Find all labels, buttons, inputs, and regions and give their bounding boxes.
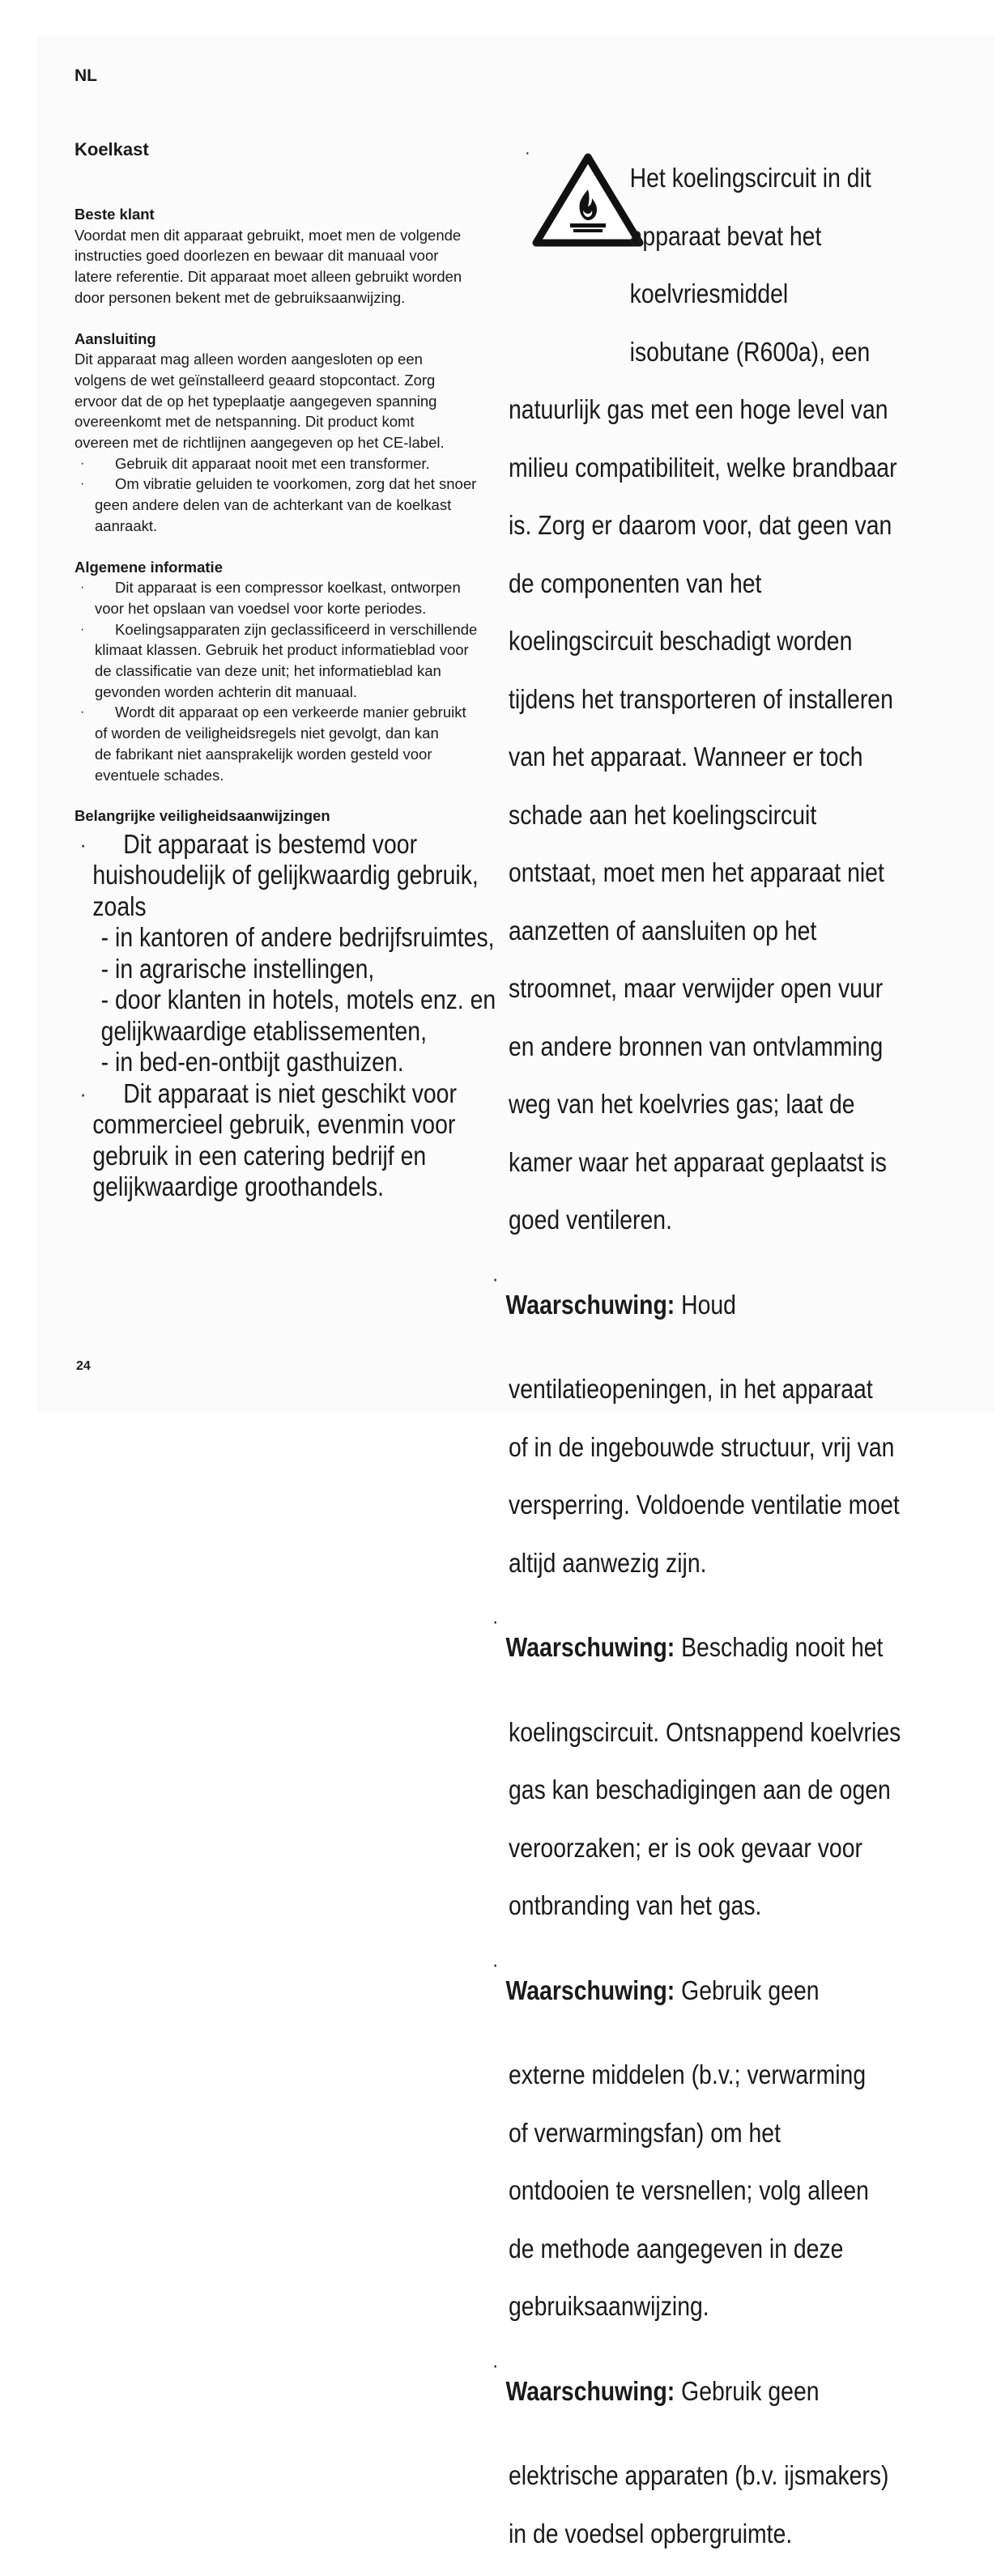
text-line: koelingscircuit beschadigt worden <box>509 626 853 656</box>
bullet-icon: · <box>525 144 530 162</box>
bullet-icon: · <box>80 580 85 595</box>
bullet-icon: · <box>80 705 85 720</box>
text-line: eventuele schades. <box>95 766 224 784</box>
text-line: - in bed-en-ontbijt gasthuizen. <box>100 1047 404 1078</box>
section-beste-klant <box>75 204 512 308</box>
text-line: Om vibratie geluiden te voorkomen, zorg dat het snoer <box>115 475 477 493</box>
text-line: zoals <box>92 891 147 921</box>
text-line: door personen bekent met de gebruiksaanwijzing. <box>75 288 406 306</box>
section-heading: Beste klant <box>75 206 155 223</box>
text-line: Voordat men dit apparaat gebruikt, moet men de volgende <box>75 226 462 244</box>
text-line: Houd <box>675 1289 736 1320</box>
text-line: geen andere delen van de achterkant van de koelkast <box>95 496 452 514</box>
text-line: gebruiksaanwijzing. <box>509 2291 709 2321</box>
text-line: Gebruik geen <box>675 1975 820 2005</box>
list-item <box>75 829 506 861</box>
warning-label: Waarschuwing: <box>505 1632 675 1662</box>
text-line: of verwarmingsfan) om het <box>509 2117 781 2148</box>
text-line: gelijkwaardige groothandels. <box>92 1171 385 1202</box>
section-heading: Aansluiting <box>75 329 156 347</box>
warning-item <box>485 2349 955 2550</box>
warning-label: Waarschuwing: <box>505 2375 675 2406</box>
warning-label: Waarschuwing: <box>505 1289 675 1320</box>
bullet-icon: · <box>492 1951 499 1976</box>
bullet-icon: · <box>492 1609 499 1633</box>
text-line: latere referentie. Dit apparaat moet alleen gebruikt worden <box>75 268 462 286</box>
text-line: Gebruik geen <box>675 2375 820 2406</box>
bullet-icon: · <box>79 1081 87 1106</box>
section-aansluiting <box>75 329 512 537</box>
text-line: voor het opslaan van voedsel voor korte periodes. <box>95 599 427 617</box>
bullet-icon: · <box>80 456 85 470</box>
warning-item <box>485 1605 955 1922</box>
large-text-block <box>75 829 506 1203</box>
text-line: veroorzaken; er is ook gevaar voor <box>509 1832 862 1863</box>
text-line: of worden de veiligheidsregels niet gevolgt, dan kan <box>95 725 439 742</box>
text-line: versperring. Voldoende ventilatie moet <box>509 1490 900 1520</box>
language-code: NL <box>75 66 97 85</box>
list-item <box>75 453 512 474</box>
text-line: ontstaat, moet men het apparaat niet <box>509 857 884 887</box>
bullet-icon: · <box>492 2352 499 2377</box>
text-line: tijdens het transporteren of installeren <box>509 683 893 714</box>
text-line: instructies goed doorlezen en bewaar dit manuaal voor <box>75 247 439 265</box>
text-line: ontdooien te versnellen; volg alleen <box>509 2175 869 2205</box>
text-line: - in kantoren of andere bedrijfsruimtes, <box>100 922 495 953</box>
text-line: weg van het koelvries gas; laat de <box>509 1089 855 1119</box>
text-line: de methode aangegeven in deze <box>509 2233 844 2264</box>
bullet-icon: · <box>492 1265 499 1290</box>
text-line: en andere bronnen van ontvlamming <box>509 1031 884 1061</box>
bullet-icon: · <box>80 477 85 491</box>
section-veiligheid <box>75 806 512 1203</box>
text-line: volgens de wet geïnstalleerd geaard stopcontact. Zorg <box>75 371 436 389</box>
page-title: Koelkast <box>75 139 149 159</box>
text-line: natuurlijk gas met een hoge level van <box>509 394 888 424</box>
text-line: overeenkomt met de netspanning. Dit product komt <box>75 413 415 431</box>
text-line: overeen met de richtlijnen aangegeven op het CE-label. <box>75 434 445 452</box>
text-line: stroomnet, maar verwijder open vuur <box>509 973 884 1003</box>
text-line: van het apparaat. Wanneer er toch <box>509 742 863 772</box>
text-line: apparaat bevat het <box>629 220 822 251</box>
text-line: gas kan beschadigingen aan de ogen <box>509 1775 891 1804</box>
section-heading: Algemene informatie <box>75 558 223 576</box>
text-line: altijd aanwezig zijn. <box>509 1547 707 1578</box>
text-line: de classificatie van deze unit; het informatieblad kan <box>95 662 441 680</box>
text-line: ventilatieopeningen, in het apparaat <box>509 1374 873 1404</box>
text-line: Dit apparaat is een compressor koelkast, ontworpen <box>115 579 461 597</box>
bullet-icon: · <box>79 831 87 857</box>
left-column <box>75 204 512 1203</box>
text-line: de fabrikant niet aansprakelijk worden gesteld voor <box>95 745 432 763</box>
text-line: koelvriesmiddel <box>629 278 789 308</box>
page-number: 24 <box>76 1359 91 1373</box>
warning-item <box>485 1263 955 1579</box>
warning-item <box>485 1949 955 2323</box>
section-algemene-informatie <box>75 557 512 786</box>
text-line: koelingscircuit. Ontsnappend koelvries <box>509 1716 901 1747</box>
text-line: externe middelen (b.v.; verwarming <box>509 2060 867 2089</box>
text-line: huishoudelijk of gelijkwaardig gebruik, <box>92 860 479 891</box>
list-item <box>75 619 512 640</box>
text-line: ervoor dat de op het typeplaatje aangegeven spanning <box>75 392 437 410</box>
warning-label: Waarschuwing: <box>505 1975 675 2005</box>
text-line: Dit apparaat is niet geschikt voor <box>123 1078 457 1108</box>
text-line: schade aan het koelingscircuit <box>509 799 817 830</box>
text-line: de componenten van het <box>509 567 762 598</box>
text-line: aanraakt. <box>95 516 158 534</box>
text-line: of in de ingebouwde structuur, vrij van <box>509 1431 895 1462</box>
text-line: in de voedsel opbergruimte. <box>509 2518 793 2548</box>
list-item <box>75 577 512 598</box>
right-column <box>492 136 962 2576</box>
list-item <box>75 1078 506 1110</box>
section-heading: Belangrijke veiligheidsaanwijzingen <box>75 807 330 825</box>
text-line: commercieel gebruik, evenmin voor <box>92 1109 456 1140</box>
text-line: gevonden worden achterin dit manuaal. <box>95 682 357 700</box>
text-line: aanzetten of aansluiten op het <box>509 915 817 946</box>
list-item <box>75 474 512 495</box>
text-line: is. Zorg er daarom voor, dat geen van <box>509 510 892 540</box>
bullet-icon: · <box>80 622 85 636</box>
text-line: Beschadig nooit het <box>675 1632 884 1662</box>
text-line: Koelingsapparaten zijn geclassificeerd in verschillende <box>115 620 478 638</box>
text-line: gelijkwaardige etablissementen, <box>100 1015 427 1046</box>
text-line: - in agrarische instellingen, <box>100 953 375 984</box>
text-line: Dit apparaat mag alleen worden aangesloten op een <box>75 351 423 368</box>
text-line: - door klanten in hotels, motels enz. en <box>100 984 496 1015</box>
text-line: Gebruik dit apparaat nooit met een transformer. <box>115 454 430 472</box>
text-line: ontbranding van het gas. <box>509 1890 762 1920</box>
text-line: milieu compatibiliteit, welke brandbaar <box>509 452 897 482</box>
list-item <box>75 702 512 723</box>
text-line: goed ventileren. <box>509 1205 672 1235</box>
text-line: isobutane (R600a), een <box>629 336 871 367</box>
text-line: Wordt dit apparaat op een verkeerde manier gebruikt <box>115 704 466 721</box>
text-line: klimaat klassen. Gebruik het product informatieblad voor <box>95 641 469 659</box>
text-line: Het koelingscircuit in dit <box>629 163 871 193</box>
text-line: kamer waar het apparaat geplaatst is <box>509 1146 887 1177</box>
text-line: elektrische apparaten (b.v. ijsmakers) <box>509 2460 889 2490</box>
text-line: gebruik in een catering bedrijf en <box>92 1140 427 1171</box>
large-text-block <box>492 163 954 2549</box>
text-line: Dit apparaat is bestemd voor <box>123 828 418 859</box>
